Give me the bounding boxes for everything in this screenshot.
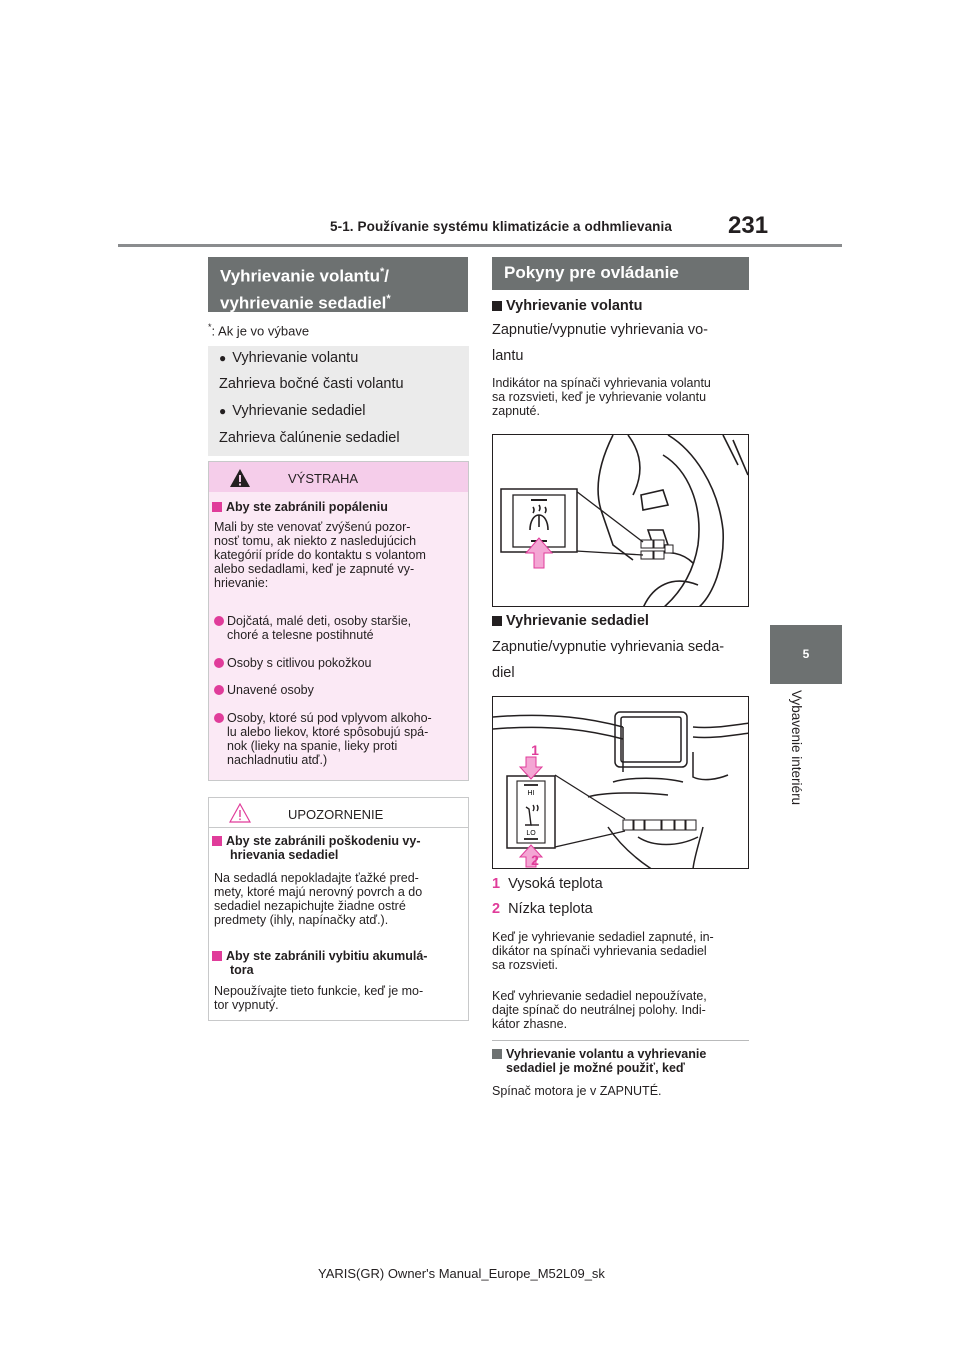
- svg-text:LO: LO: [526, 830, 536, 837]
- wheel-note: Indikátor na spínači vyhrievania volantu sa rozsvieti, keď je vyhrievanie volantu zapnuté.: [492, 376, 711, 418]
- square-bullet-icon: [212, 502, 222, 512]
- feature-description: Zahrieva čalúnenie sedadiel: [219, 430, 400, 446]
- bullet-dot-icon: [214, 713, 224, 723]
- left-section-heading: Vyhrievanie volantu*/ vyhrievanie sedadiel*: [208, 257, 468, 312]
- heading-divider: [492, 289, 749, 290]
- seat-switch-diagram: [493, 697, 749, 869]
- warning-subhead: Aby ste zabránili popáleniu: [212, 500, 388, 514]
- warning-box: [208, 461, 469, 781]
- caution-text: Nepoužívajte tieto funkcie, keď je mo- tor vypnutý.: [214, 984, 424, 1012]
- bullet-icon: ●: [219, 351, 227, 365]
- bullet-dot-icon: [214, 616, 224, 626]
- caution-text: Na sedadlá nepokladajte ťažké pred- mety, ktoré majú nerovný povrch a do sedadiel nezapichujte žiadne ostré predmety (ihly, napínačky atď.).: [214, 871, 423, 927]
- caution-title: UPOZORNENIE: [288, 807, 384, 822]
- wheel-heading: Vyhrievanie volantu: [492, 298, 642, 314]
- section-title: 5-1. Používanie systému klimatizácie a odhmlievania: [330, 219, 672, 234]
- warning-intro: Mali by ste venovať zvýšenú pozor- nosť tomu, ak niekto z nasledujúcich kategórií príde do kontaktu s volantom alebo sedadlami, keď je zapnuté vy- hrievanie:: [214, 520, 426, 590]
- note-divider: [492, 1040, 749, 1041]
- bullet-dot-icon: [214, 658, 224, 668]
- seat-instruction: Zapnutie/vypnutie vyhrievania seda- diel: [492, 639, 725, 681]
- square-bullet-icon: [492, 616, 502, 626]
- warning-body: [209, 492, 468, 780]
- features-box: [208, 346, 469, 456]
- steering-wheel-diagram: [493, 435, 749, 607]
- square-bullet-icon: [492, 1049, 502, 1059]
- seat-heater-illustration: [492, 696, 749, 869]
- callout-2: 2: [531, 852, 539, 868]
- seat-note-on: Keď je vyhrievanie sedadiel zapnuté, in- dikátor na spínači vyhrievania sedadiel sa rozsvieti.: [492, 930, 714, 972]
- square-bullet-icon: [492, 301, 502, 311]
- header-divider: [118, 244, 842, 247]
- callout-1: 1: [531, 742, 539, 758]
- warning-title: VÝSTRAHA: [288, 471, 359, 486]
- bullet-dot-icon: [214, 685, 224, 695]
- availability-footnote: *: Ak je vo výbave: [208, 322, 310, 339]
- svg-text:HI: HI: [527, 790, 535, 797]
- caution-subhead: Aby ste zabránili vybitiu akumulá- tora: [212, 949, 427, 977]
- square-bullet-icon: [212, 836, 222, 846]
- warning-item: Dojčatá, malé deti, osoby staršie, choré a telesne postihnuté: [227, 614, 412, 642]
- legend-item-high: 1 Vysoká teplota: [492, 876, 603, 892]
- feature-description: Zahrieva bočné časti volantu: [219, 376, 404, 392]
- usable-heading: Vyhrievanie volantu a vyhrievanie sedadiel je možné použiť, keď: [492, 1047, 706, 1075]
- footer-manual-id: YARIS(GR) Owner's Manual_Europe_M52L09_sk: [318, 1266, 605, 1281]
- feature-item: ● Vyhrievanie sedadiel: [219, 403, 366, 419]
- warning-item: Unavené osoby: [227, 683, 314, 697]
- warning-header: [209, 462, 468, 492]
- usable-text: Spínač motora je v ZAPNUTÉ.: [492, 1084, 662, 1098]
- warning-triangle-icon: [229, 468, 251, 488]
- steering-heater-illustration: [492, 434, 749, 607]
- seat-note-off: Keď vyhrievanie sedadiel nepoužívate, dajte spínač do neutrálnej polohy. Indi- kátor zhasne.: [492, 989, 707, 1031]
- caution-subhead: Aby ste zabránili poškodeniu vy- hrievania sedadiel: [212, 834, 421, 862]
- page-number: 231: [728, 212, 769, 239]
- chapter-tab: 5: [770, 625, 842, 684]
- right-section-heading: Pokyny pre ovládanie: [492, 257, 749, 289]
- wheel-instruction: Zapnutie/vypnutie vyhrievania vo- lantu: [492, 322, 709, 364]
- bullet-icon: ●: [219, 404, 227, 418]
- warning-item: Osoby, ktoré sú pod vplyvom alkoho- lu alebo liekov, ktoré spôsobujú spá- nok (lieky na spanie, lieky proti nachladnutiu atď.): [227, 711, 432, 767]
- caution-triangle-icon: [229, 803, 251, 823]
- legend-item-low: 2 Nízka teplota: [492, 901, 593, 917]
- seat-heading: Vyhrievanie sedadiel: [492, 613, 649, 629]
- warning-item: Osoby s citlivou pokožkou: [227, 656, 372, 670]
- square-bullet-icon: [212, 951, 222, 961]
- chapter-label: Vybavenie interiéru: [789, 690, 804, 806]
- caution-box: [208, 797, 469, 1021]
- feature-item: ● Vyhrievanie volantu: [219, 350, 359, 366]
